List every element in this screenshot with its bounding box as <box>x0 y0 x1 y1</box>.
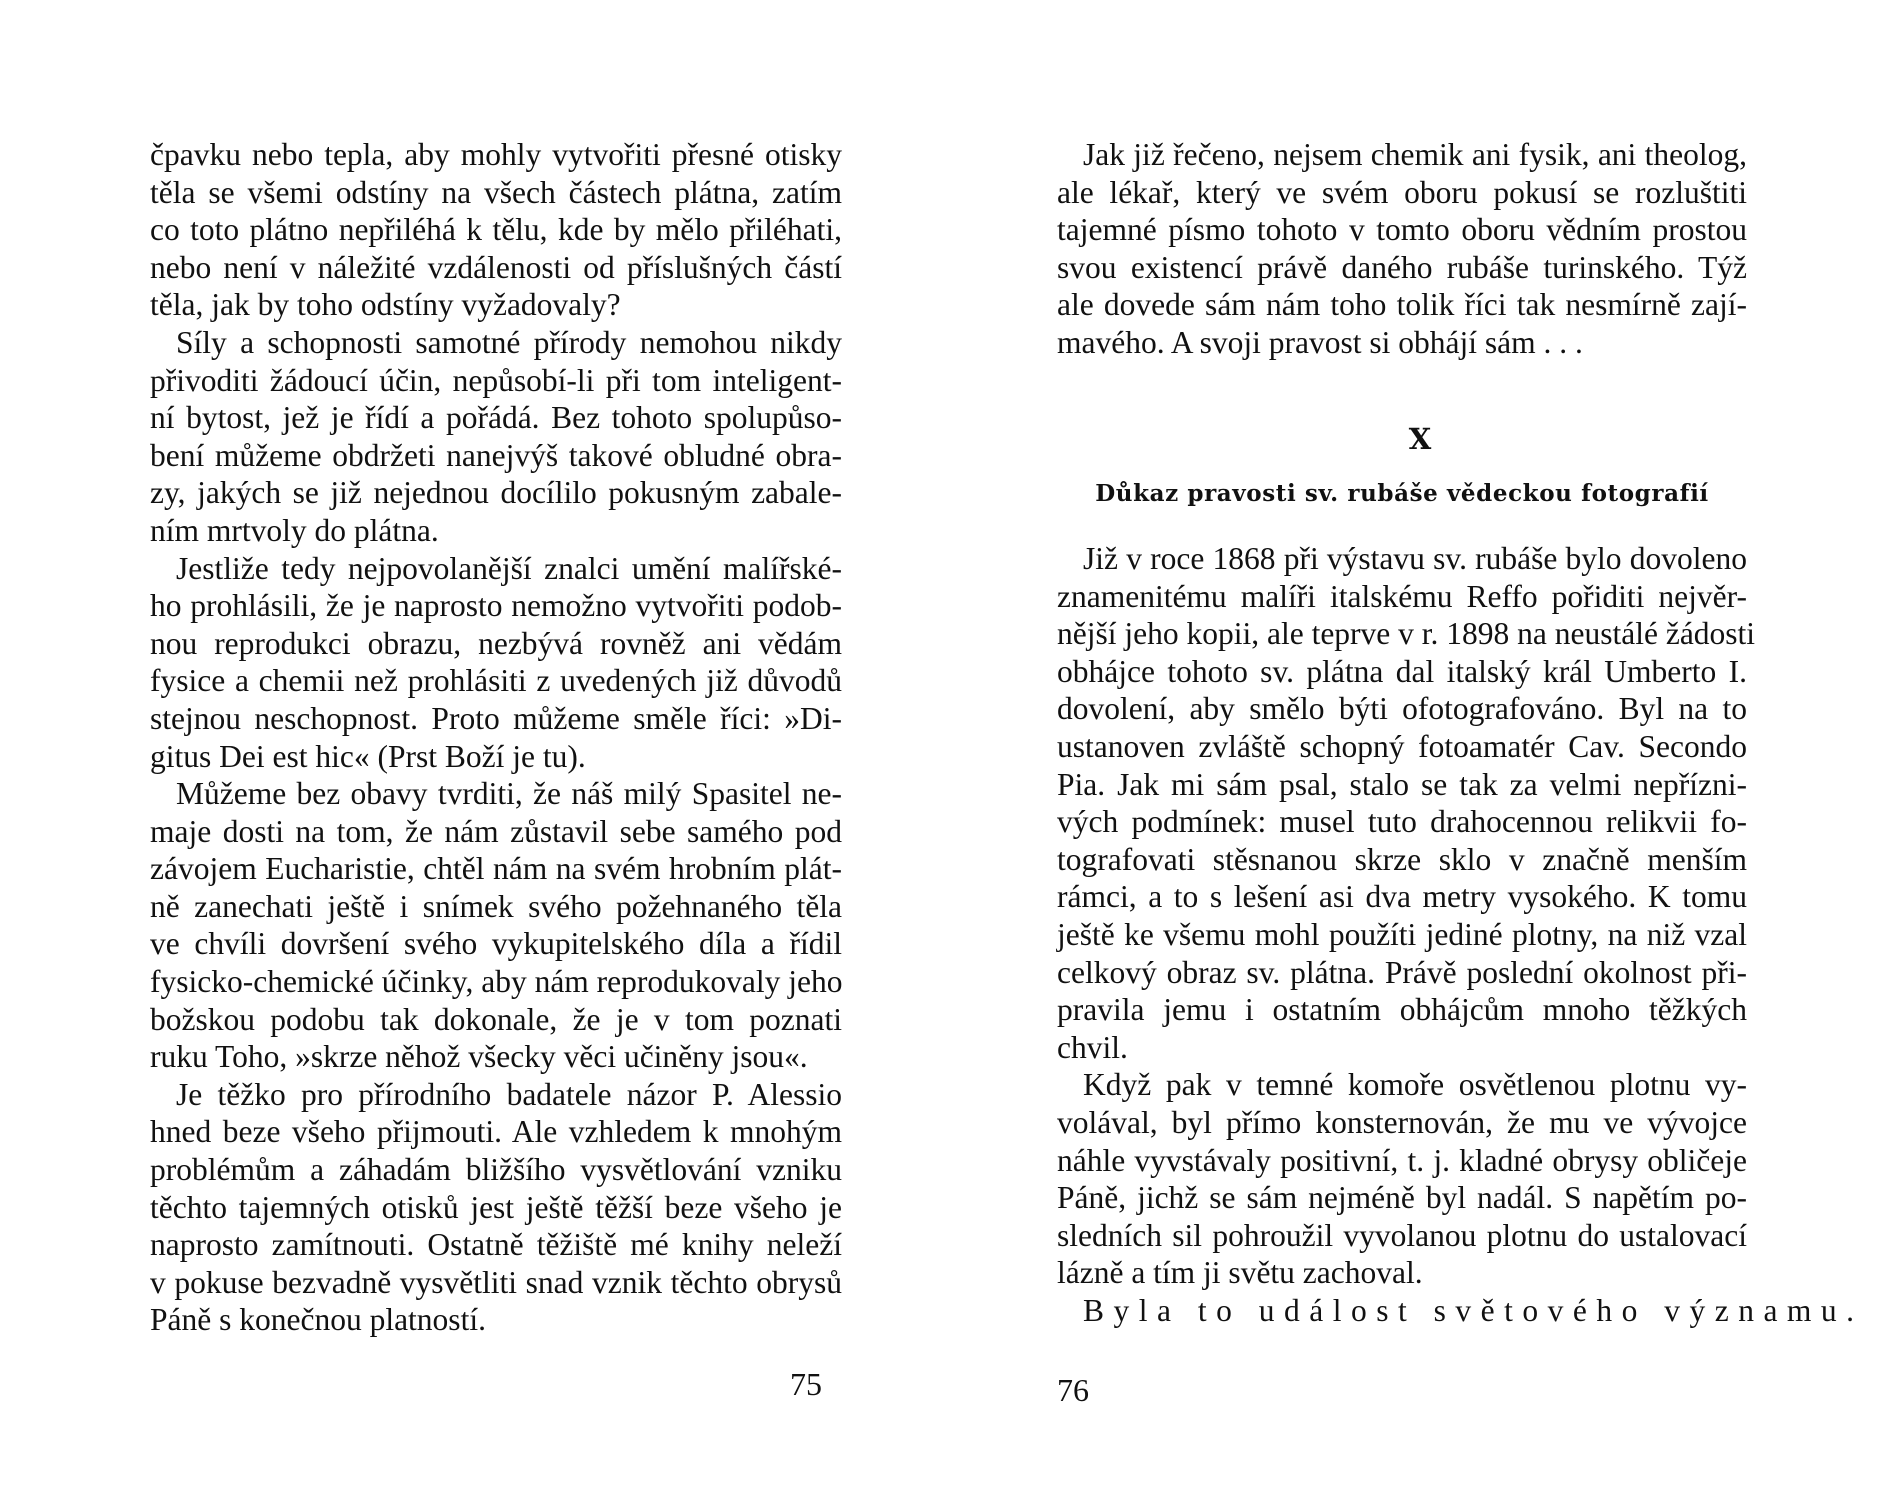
text-line: problémům a záhadám bližšího vysvětlování vzniku <box>150 1152 842 1188</box>
text-line: tografovati stěsnanou skrze sklo v značně menším <box>1057 841 1747 877</box>
text-line: Již v roce 1868 při výstavu sv. rubáše bylo dovoleno <box>1083 541 1747 576</box>
chapter-title: Důkaz pravosti sv. rubáše vědeckou fotografií <box>1095 480 1709 507</box>
text-line: tajemné písmo tohoto v tomto oboru vědním prostou <box>1057 212 1747 248</box>
text-line: stejnou neschopnost. Proto můžeme směle říci: »Di- <box>150 700 842 736</box>
paragraph <box>1057 1292 1864 1330</box>
text-line: ustanoven zvláště schopný fotoamatér Cav. Secondo <box>1057 728 1747 764</box>
text-line: Můžeme bez obavy tvrditi, že náš milý Spasitel ne- <box>176 776 842 812</box>
text-line: ruku Toho, »skrze něhož všecky věci učiněny jsou«. <box>150 1039 808 1075</box>
text-line: znamenitému malíři italskému Reffo pořiditi nejvěr- <box>1057 578 1747 614</box>
page-number-right: 76 <box>1057 1372 1089 1408</box>
text-line: zy, jakých se již nejednou docílilo pokusným zabale- <box>150 475 842 511</box>
text-line: chvil. <box>1057 1029 1128 1065</box>
text-line: svou existencí právě daného rubáše turinského. Týž <box>1057 249 1747 285</box>
text-line: Když pak v temné komoře osvětlenou plotnu vy- <box>1083 1067 1747 1103</box>
text-line: mavého. A svoji pravost si obhájí sám . . . <box>1057 324 1583 360</box>
page-number-left: 75 <box>790 1366 822 1402</box>
text-line: ho prohlásili, že je naprosto nemožno vytvořiti podob- <box>150 588 842 624</box>
text-line: Páně s konečnou platností. <box>150 1302 486 1338</box>
paragraph <box>1057 540 1756 1066</box>
text-line: sledních sil pohroužil vyvolanou plotnu do ustalovací <box>1057 1217 1747 1253</box>
text-line: nebo není v náležité vzdálenosti od příslušných částí <box>150 249 842 285</box>
text-line: naprosto zamítnouti. Ostatně těžiště mé knihy neleží <box>150 1227 842 1263</box>
text-line: v pokuse bezvadně vysvětliti snad vznik těchto obrysů <box>150 1264 842 1300</box>
chapter-number: X <box>1408 422 1433 456</box>
paragraph <box>1057 1066 1747 1292</box>
paragraph <box>150 775 842 1076</box>
text-line: Jak již řečeno, nejsem chemik ani fysik, ani theolog, <box>1083 137 1747 172</box>
right-page-body-text <box>1057 540 1864 1329</box>
text-line: přivoditi žádoucí účin, nepůsobí-li při tom inteligent- <box>150 362 842 398</box>
text-line: pravila jemu i ostatním obhájcům mnoho těžkých <box>1057 992 1747 1028</box>
text-line: rámci, a to s lešení asi dva metry vysokého. K tomu <box>1057 879 1747 915</box>
text-line: Páně, jichž se sám nejméně byl nadál. S napětím po- <box>1057 1180 1747 1216</box>
paragraph <box>150 1076 842 1339</box>
right-page <box>947 0 1894 1500</box>
text-line: Síly a schopnosti samotné přírody nemohou nikdy <box>176 324 842 360</box>
text-line: ve chvíli dovršení svého vykupitelského díla a řídil <box>150 926 842 962</box>
text-line: ní bytost, jež je řídí a pořádá. Bez tohoto spolupůso- <box>150 400 842 436</box>
text-line: co toto plátno nepřiléhá k tělu, kde by mělo přiléhati, <box>150 212 842 248</box>
text-line: Pia. Jak mi sám psal, stalo se tak za velmi nepřízni- <box>1057 766 1747 802</box>
text-line: Jestliže tedy nejpovolanější znalci umění malířské- <box>176 550 842 586</box>
text-line: těchto tajemných otisků jest ještě těžší beze všeho je <box>150 1189 842 1225</box>
text-line: maje dosti na tom, že nám zůstavil sebe samého pod <box>150 813 842 849</box>
text-line: Je těžko pro přírodního badatele názor P. Alessio <box>176 1076 842 1112</box>
text-line: ale dovede sám nám toho tolik říci tak nesmírně zají- <box>1057 287 1747 323</box>
text-line: obhájce tohoto sv. plátna dal italský král Umberto I. <box>1057 653 1747 689</box>
text-line: závojem Eucharistie, chtěl nám na svém hrobním plát- <box>150 851 842 887</box>
left-page-text <box>150 136 842 1339</box>
text-line: čpavku nebo tepla, aby mohly vytvořiti přesné otisky <box>150 137 842 172</box>
text-line: ale lékař, který ve svém oboru pokusí se rozluštiti <box>1057 174 1747 210</box>
text-line: těla, jak by toho odstíny vyžadovaly? <box>150 287 621 323</box>
text-line: těla se všemi odstíny na všech částech plátna, zatím <box>150 174 842 210</box>
text-line: nější jeho kopii, ale teprve v r. 1898 na neustálé žádosti <box>1057 616 1756 652</box>
right-page-intro-text <box>1057 136 1747 362</box>
text-line: ním mrtvoly do plátna. <box>150 512 439 548</box>
text-line: lázně a tím ji světu zachoval. <box>1057 1255 1423 1291</box>
text-line: hned beze všeho přijmouti. Ale vzhledem k mnohým <box>150 1114 842 1150</box>
text-line: dovolení, aby smělo býti ofotografováno. Byl na to <box>1057 691 1747 727</box>
paragraph <box>150 136 842 324</box>
paragraph <box>150 550 842 776</box>
text-line: náhle vyvstávaly positivní, t. j. kladné obrysy obličeje <box>1057 1142 1747 1178</box>
text-line: ně zanechati ještě i snímek svého požehnaného těla <box>150 888 842 924</box>
paragraph <box>150 324 842 550</box>
text-line: volával, byl přímo konsternován, že mu ve vývojce <box>1057 1104 1747 1140</box>
text-line: nou reprodukci obrazu, nezbývá rovněž ani vědám <box>150 625 842 661</box>
paragraph <box>1057 136 1747 362</box>
text-line: bení můžeme obdržeti nanejvýš takové obludné obra- <box>150 437 842 473</box>
text-line: vých podmínek: musel tuto drahocennou relikvii fo- <box>1057 804 1747 840</box>
text-line: božskou podobu tak dokonale, že je v tom poznati <box>150 1001 842 1037</box>
text-line: gitus Dei est hic« (Prst Boží je tu). <box>150 738 586 774</box>
text-line: fysice a chemii než prohlásiti z uvedených již důvodů <box>150 663 842 699</box>
text-line: ještě ke všemu mohl použíti jediné plotny, na niž vzal <box>1057 916 1747 952</box>
text-line: fysicko-chemické účinky, aby nám reprodukovaly jeho <box>150 964 843 1000</box>
text-line: celkový obraz sv. plátna. Právě poslední okolnost při- <box>1057 954 1747 990</box>
text-line: Byla to událost světového významu. <box>1083 1292 1864 1328</box>
